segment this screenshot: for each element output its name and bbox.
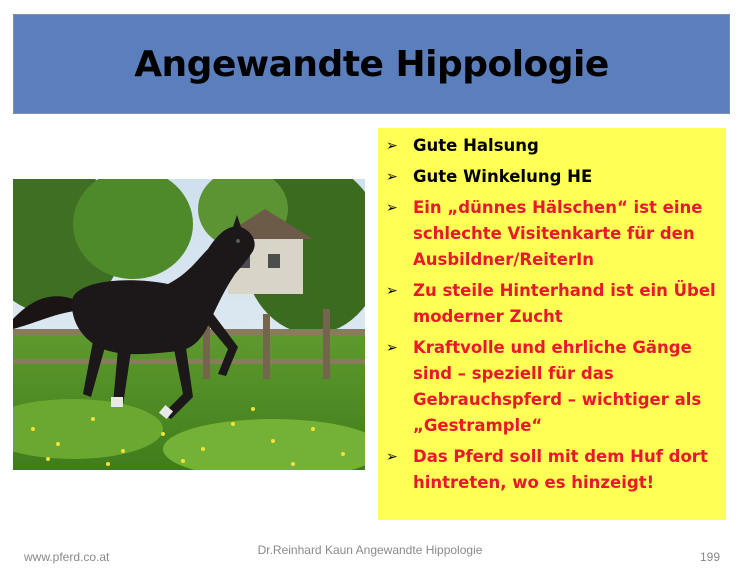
title-bar [13,14,730,114]
bullet-item [386,278,720,330]
bullet-item [386,195,720,273]
bullet-text: Gute Winkelung HE [413,167,593,186]
bullet-text: Gute Halsung [413,136,539,155]
bullet-box [378,128,726,520]
bullet-item [386,444,720,496]
footer-website: www.pferd.co.at [24,550,110,564]
arrow-bullet-icon: ➢ [386,340,398,356]
bullet-text: Das Pferd soll mit dem Huf dort hintreten, wo es hinzeigt! [413,447,708,492]
arrow-bullet-icon: ➢ [386,169,398,185]
bullet-text: Ein „dünnes Hälschen“ ist eine schlechte Visitenkarte für den Ausbildner/ReiterIn [413,198,703,269]
page-number: 199 [699,550,720,564]
bullet-item [386,133,720,159]
bullet-item [386,164,720,190]
arrow-bullet-icon: ➢ [386,283,398,299]
slide-title: Angewandte Hippologie [134,43,609,85]
arrow-bullet-icon: ➢ [386,138,398,154]
bullet-item [386,335,720,439]
horse-galloping-image [13,179,365,470]
footer-author: Dr.Reinhard Kaun Angewandte Hippologie [257,543,483,557]
horse-photo [13,179,365,470]
bullet-text: Zu steile Hinterhand ist ein Übel moderner Zucht [413,281,716,326]
bullet-text: Kraftvolle und ehrliche Gänge sind – speziell für das Gebrauchspferd – wichtiger als „Gestrample“ [413,338,702,435]
arrow-bullet-icon: ➢ [386,449,398,465]
arrow-bullet-icon: ➢ [386,200,398,216]
